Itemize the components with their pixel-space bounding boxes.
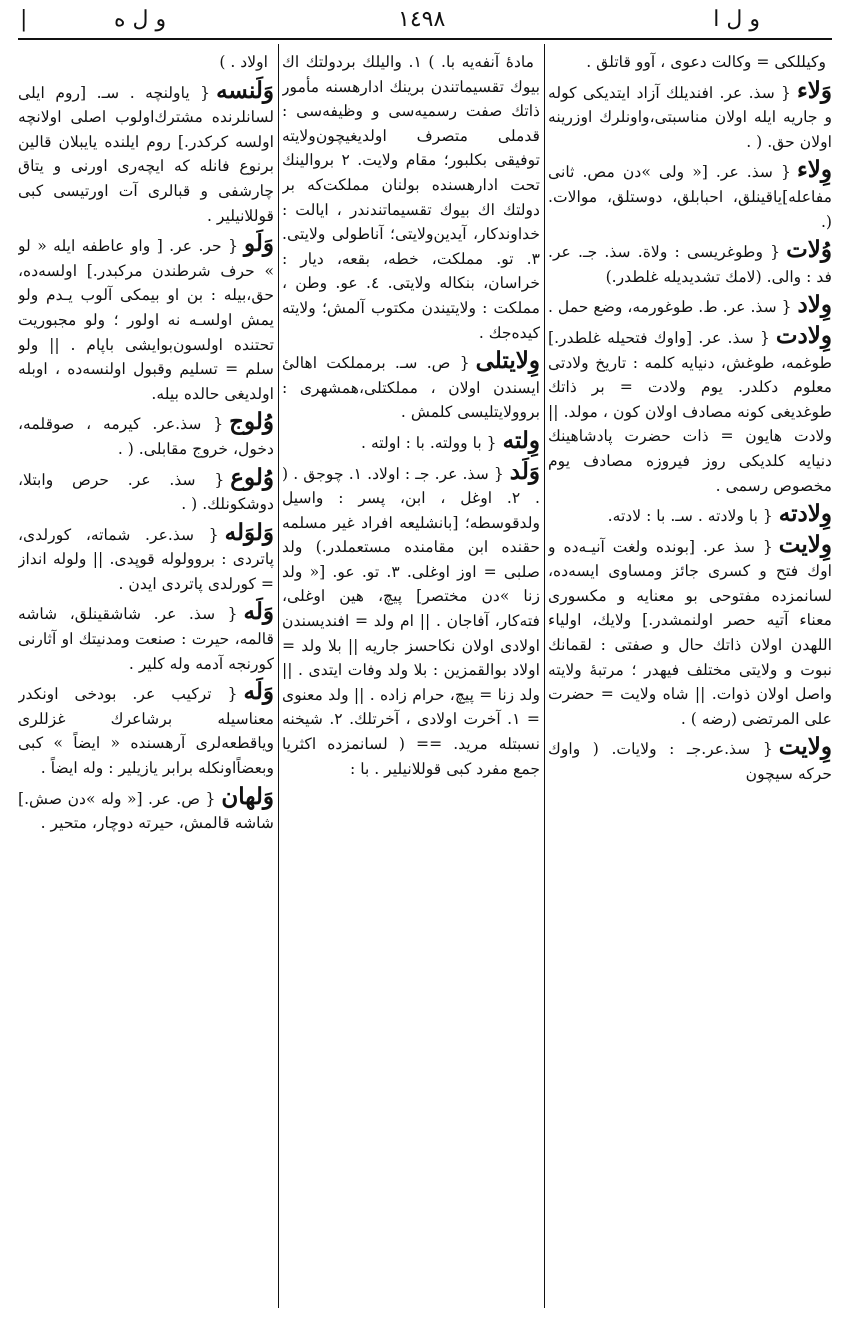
column-middle bbox=[282, 48, 540, 1308]
header-right-guide-word: و ل ا bbox=[713, 7, 760, 32]
entry bbox=[18, 48, 274, 75]
headword: وَلَنسه bbox=[216, 76, 274, 104]
headword: وَلهان bbox=[221, 782, 274, 810]
entry bbox=[548, 735, 832, 786]
entry bbox=[18, 518, 274, 597]
definition: وكيللكى = وكالت دعوى ، آوو قاتلق . bbox=[586, 53, 826, 71]
column-right bbox=[548, 48, 832, 1308]
entry bbox=[548, 293, 832, 320]
definition: { سذ.عر. كيرمه ، صوقلمه، دخول، خروج مقابلى. ( . bbox=[18, 415, 274, 458]
page-header bbox=[18, 4, 832, 40]
entry bbox=[548, 48, 832, 75]
definition: { سذ.عر. شماته، كورلدى، پاتردى : بروولوله قوپدى. || ولوله انداز = كورلدى پاتردى ايدن . bbox=[18, 525, 274, 593]
definition: { سذ. عر. [« ولى »دن مص. ثانى مفاعله]ياقينلق، احبابلق، دوستلق، موالات. (. bbox=[548, 163, 832, 231]
definition: { سذ عر. [بونده ولغت آنيـه‌ده و اوك فتح و كسرى جائز ومساوى ايسه‌ده، لسانمزده مفتوحى بو معنايه و مكسورى معناء آتيه حصر اولنمشدر.] ولايك، اولياء اللهدن اولان ذاتك حال و صفتى : لقمانك نبوت و ولايتى مختلف فيهدر ؛ مرتبهٔ ولايته واصل اولان ذوات. || شاه ولايت = حضرت على المرتضى (رضه ) . bbox=[548, 537, 832, 728]
entry bbox=[548, 321, 832, 498]
entry bbox=[18, 463, 274, 517]
headword: وُلوع bbox=[230, 463, 274, 491]
definition: { سذ.عر.جـ : ولايات. ( واوك حركه سيچون bbox=[548, 740, 832, 784]
column-divider bbox=[278, 44, 279, 1308]
entry bbox=[548, 530, 832, 732]
definition: { با وولته. با : اولته . bbox=[361, 433, 497, 452]
entry bbox=[18, 600, 274, 676]
headword: وَلَه bbox=[243, 678, 274, 706]
entry bbox=[282, 48, 540, 345]
column-left bbox=[18, 48, 274, 1308]
entry bbox=[18, 782, 274, 836]
entry bbox=[18, 680, 274, 780]
headword: وِلاء bbox=[796, 156, 832, 184]
definition: اولاد . ) bbox=[219, 53, 268, 71]
entry bbox=[548, 158, 832, 234]
definition: { با ولادته . سـ. با : لادته. bbox=[607, 507, 773, 526]
headword: وُلات bbox=[786, 236, 832, 264]
entry bbox=[548, 76, 832, 155]
headword: وِلاد bbox=[797, 291, 832, 319]
headword: وِلادته bbox=[778, 500, 832, 528]
definition: { سذ. عر. حرص وابتلا، دوشكونلك. ( . bbox=[18, 470, 274, 514]
entry bbox=[548, 502, 832, 529]
column-divider bbox=[544, 44, 545, 1308]
headword: وَلوَله bbox=[224, 518, 274, 546]
entry bbox=[18, 410, 274, 461]
definition: { سذ. عر. شاشقينلق، شاشه قالمه، حيرت : صنعت ومدنيتك او آثارنى كورنجه آدمه وله كلير . bbox=[18, 605, 274, 673]
entry bbox=[282, 349, 540, 425]
headword: وُلوج bbox=[229, 408, 274, 436]
headword: وَلَو bbox=[244, 230, 274, 258]
headword: وِلايتلى bbox=[475, 347, 540, 375]
entry bbox=[282, 457, 540, 782]
headword: وِلايت bbox=[778, 733, 832, 761]
definition: { سذ. عر. [واوك فتحيله غلطدر.] طوغمه، طوغش، دنيايه كلمه : تاريخ ولادتى معلوم دكلدر. يوم ولادت = بر ذاتك طوغديغى كونه مصادف اولان كون ، مولد. || ولادت هايون = ذات حضرت پادشاهينك دنيايه كلديكى روز فيروزه مصادف يوم مخصوص رسمى . bbox=[548, 328, 832, 495]
entry bbox=[18, 76, 274, 229]
headword: وَلَه bbox=[243, 598, 274, 626]
definition: { سذ. عر. ط. طوغورمه، وضع حمل . bbox=[548, 298, 792, 317]
header-margin-mark: | bbox=[20, 7, 28, 32]
page-number: ١٤٩٨ bbox=[398, 7, 446, 32]
headword: وَلاء bbox=[796, 76, 832, 104]
entry bbox=[548, 238, 832, 289]
definition: { سذ. عر. جـ : اولاد. ١. چوجق . ( . ٢. اوغل ، ابن، پسر : واسيل ولدقوسطه؛ [بانشليعه افراد غير مسلمه حقنده ابن مقامنده مستعملدر.) ولد صلبى = اوز اوغلى. ٣. تو. عو. [« ولد زنا »دن مختصر] پيچ، هين اوغلى، فته‌كار، آفاجان . || ام ولد = افنديسندن اولادى اولان نكاحسز جاريه || بلا ولد = اولاد بوالقمزين : بلا ولد وفات ايتدى . || ولد زنا = پيچ، حرام زاده . || ولد معنوى = ١. آخرت اولادى ، آخرتلك. ٢. شيخنه نسبتله مريد. == ( لسانمزده اكثريا جمع مفرد كبى قوللانيلير . با : bbox=[282, 464, 540, 778]
definition: { ص. سـ. برمملكت اهالىٔ ايسندن اولان ، مملكتلى،همشهرى : بروولايتليسى كلمش . bbox=[282, 354, 540, 422]
definition: { ص. عر. [« وله »دن صش.] شاشه قالمش، حيرته دوچار، متحير . bbox=[18, 789, 274, 833]
headword: وِلته bbox=[502, 426, 540, 454]
definition: { تركيب عر. بودخى اونكدر معناسيله برشاعرك غزللرى وياقطعه‌لرى آرهسنده « ايضاً » كبى وبعضاًاونكله برابر يازيلير : وله ايضاً . bbox=[18, 685, 274, 778]
entry bbox=[282, 426, 540, 456]
definition: { ياولنچه . سـ. [روم ايلى لسانلرنده مشترك‌اولوب اصلى اولانچه اولسه كركدر.] روم ايلنده يايبلان قالين برنوع فانله كه ايچه‌رى اورنى و يتاق چارشفى و قبالرى آت اورتيسى كبى قوللانيلير . bbox=[18, 83, 274, 225]
headword: وَلَد bbox=[509, 457, 540, 485]
headword: وِلادت bbox=[775, 321, 832, 349]
header-left-guide-word: و ل ه bbox=[114, 7, 167, 32]
definition: { سذ. عر. افنديلك آزاد ايتديكى كوله و جاريه ايله اولان مناسبتى،واونلرك اوزرينه اولان حق. ( . bbox=[548, 83, 832, 151]
entry bbox=[18, 232, 274, 406]
headword: وِلايت bbox=[778, 530, 832, 558]
definition: { حر. عر. [ واو عاطفه ايله « لو » حرف شرطندن مركبدر.] اولسه‌ده، حق،بيله : بن او بيمكى آلوب يـدم ولو يمش اولسـه نه اولور ؛ ولو مجبوريت تحتنده اولسون‌بوايشى باپام . || ولو سلم = تسليم وقبول اولنسه‌ده ، اوبله اولديغى حالده بيله. bbox=[18, 237, 274, 403]
definition: { وطوغريسى : ولاة. سذ. جـ. عر. فد : والى. (لامك تشديديله غلطدر.) bbox=[548, 243, 832, 286]
definition: مادهٔ آنفه‌يه با. ) ١. واليلك بردولتك اك بيوك تقسيماتندن برينك ادارهسنه مأمور ذاتك صفت رسميه‌سى و وظيفه‌سى : قدملى متصرف اولديغيچون‌ولايته توفيقى بكلبور؛ مقام ولايت. ٢ بروالينك تحت ادارهسنده بولنان مملكت‌كه بر دولتك اك بيوك تقسيماتندندر ، ايالت : خداوندكار، آيدين‌ولايتى؛ آناطولى ولايتى. ٣. تو. مملكت، خطه، بقعه، ديار : خراسان، بنكاله ولايتى. ٤. عو. وطن ، مملكت : ولايتيندن مكتوب آلمش؛ ولايته كيده‌جك . bbox=[282, 53, 540, 342]
